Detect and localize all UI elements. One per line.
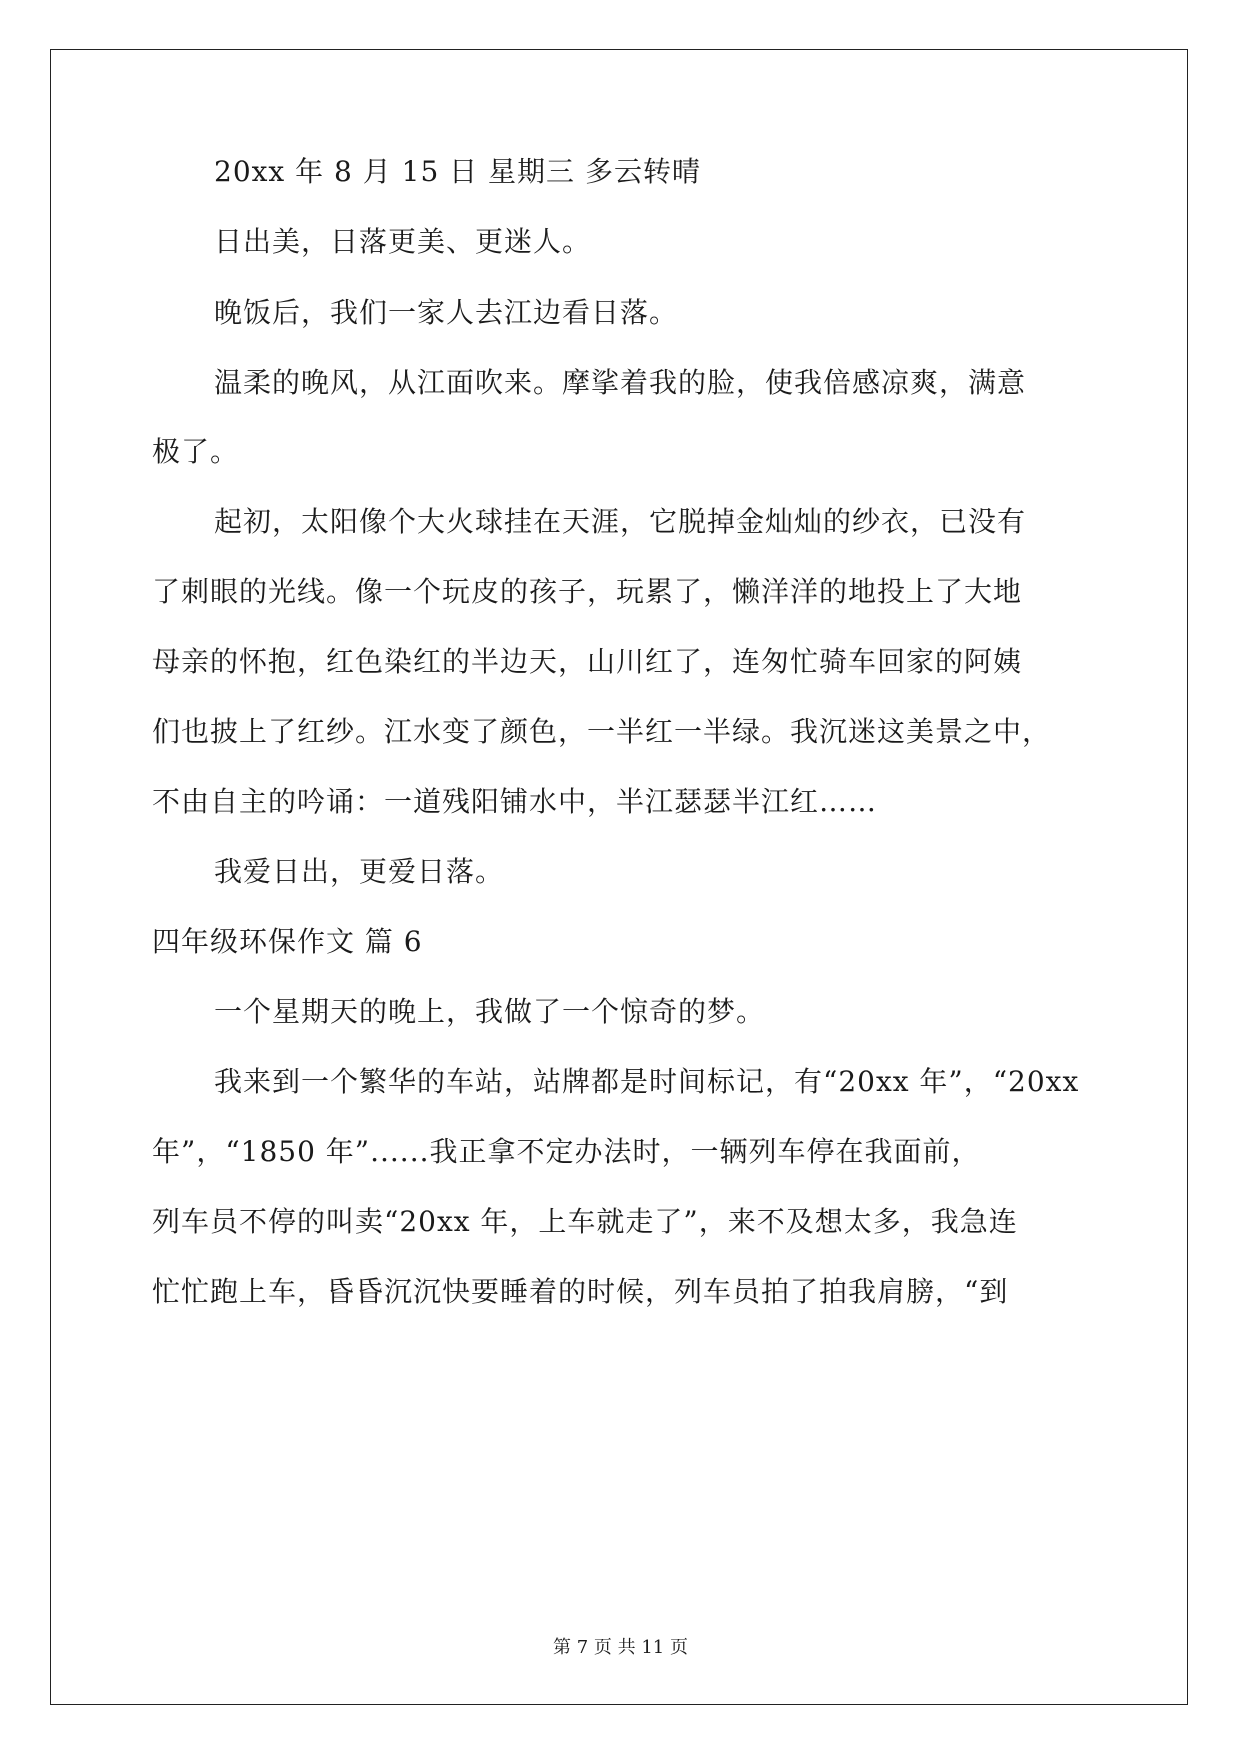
paragraph-line: 年”，“1850 年”......我正拿不定办法时，一辆列车停在我面前， (152, 1135, 981, 1168)
paragraph-line: 不由自主的吟诵：一道残阳铺水中，半江瑟瑟半江红…… (152, 785, 878, 818)
paragraph-line: 极了。 (152, 435, 240, 468)
paragraph-line: 了刺眼的光线。像一个玩皮的孩子，玩累了，懒洋洋的地投上了大地 (152, 575, 1023, 608)
diary-date-line: 20xx 年 8 月 15 日 星期三 多云转晴 (214, 155, 701, 188)
paragraph-line: 忙忙跑上车，昏昏沉沉快要睡着的时候，列车员拍了拍我肩膀，“到 (152, 1275, 1009, 1308)
paragraph-line: 日出美，日落更美、更迷人。 (214, 225, 592, 258)
paragraph-line: 起初，太阳像个大火球挂在天涯，它脱掉金灿灿的纱衣，已没有 (214, 505, 1027, 538)
paragraph-line: 们也披上了红纱。江水变了颜色，一半红一半绿。我沉迷这美景之中， (152, 715, 1052, 748)
paragraph-line: 晚饭后，我们一家人去江边看日落。 (214, 296, 679, 329)
section-heading: 四年级环保作文 篇 6 (152, 925, 423, 958)
paragraph-line: 一个星期天的晚上，我做了一个惊奇的梦。 (214, 995, 766, 1028)
paragraph-line: 母亲的怀抱，红色染红的半边天，山川红了，连匆忙骑车回家的阿姨 (152, 645, 1023, 678)
paragraph-line: 我爱日出，更爱日落。 (214, 855, 505, 888)
page-number: 第 7 页 共 11 页 (553, 1637, 688, 1658)
paragraph-line: 列车员不停的叫卖“20xx 年，上车就走了”，来不及想太多，我急连 (152, 1205, 1018, 1238)
paragraph-line: 温柔的晚风，从江面吹来。摩挲着我的脸，使我倍感凉爽，满意 (214, 366, 1027, 399)
paragraph-line: 我来到一个繁华的车站，站牌都是时间标记，有“20xx 年”，“20xx (214, 1065, 1080, 1098)
